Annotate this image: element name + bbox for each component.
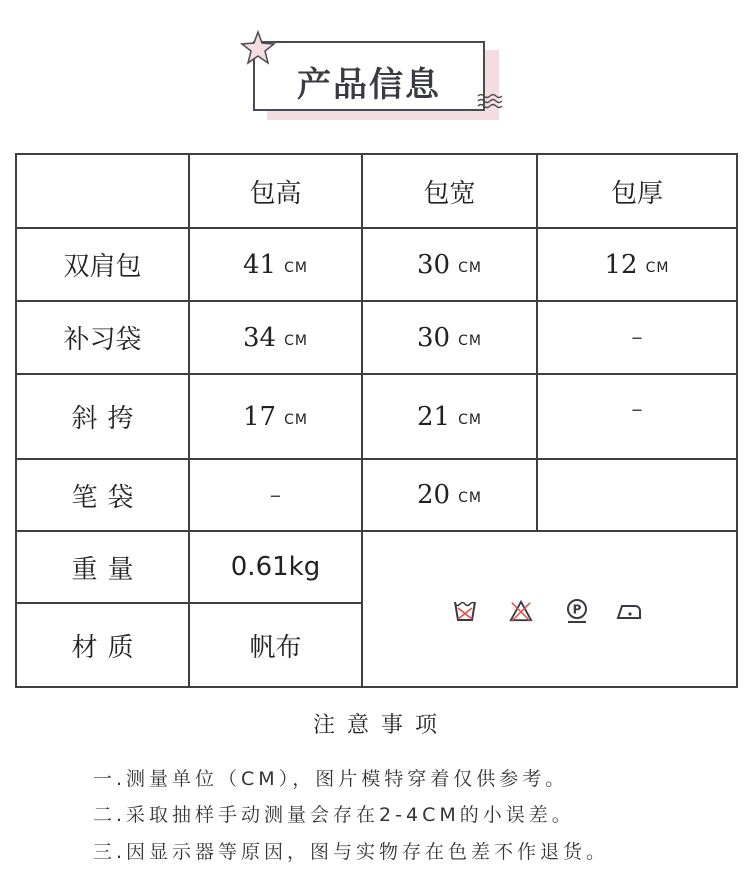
cell-empty-dash: – <box>631 397 643 422</box>
row-label-backpack: 双肩包 <box>63 252 142 282</box>
row-label-text: 材质 <box>71 632 144 663</box>
table-cell <box>363 229 536 300</box>
hand-wash-icon <box>453 598 477 624</box>
material-value: 帆布 <box>249 632 302 663</box>
cell-unit: CM <box>284 332 308 349</box>
svg-text:P: P <box>572 602 582 617</box>
cell-value: 30 <box>417 249 451 280</box>
title-badge <box>240 30 510 130</box>
row-label-text: 笔袋 <box>71 482 144 513</box>
cell-value: 34 <box>243 322 277 353</box>
wave-lines-icon <box>476 90 506 110</box>
row-label-crossbody <box>17 375 188 458</box>
cell-empty-dash: – <box>631 325 643 350</box>
table-cell <box>363 460 536 530</box>
star-icon <box>240 30 276 66</box>
page-title: 产品信息 <box>297 65 441 105</box>
column-header-thickness: 包厚 <box>610 178 663 209</box>
table-cell <box>190 375 361 458</box>
table-cell <box>538 375 736 458</box>
column-header-width: 包宽 <box>423 178 476 209</box>
cell-unit: CM <box>284 259 308 276</box>
cell-unit: CM <box>645 259 670 276</box>
row-label-text: 重量 <box>71 554 144 585</box>
cell-value: 12 <box>604 249 638 280</box>
row-label-tutoring-bag: 补习袋 <box>63 325 142 355</box>
cell-unit: CM <box>458 259 482 276</box>
table-cell <box>538 302 736 373</box>
cell-value: 30 <box>417 322 451 353</box>
table-cell <box>363 375 536 458</box>
table-cell <box>190 229 361 300</box>
table-cell <box>190 302 361 373</box>
weight-value: 0.61kg <box>230 552 321 582</box>
dry-clean-p-icon <box>565 598 589 624</box>
column-header-height: 包高 <box>249 178 302 209</box>
cell-unit: CM <box>458 332 482 349</box>
badge-frame <box>253 41 485 111</box>
row-label-text: 斜挎 <box>71 404 144 434</box>
cell-unit: CM <box>284 411 308 428</box>
cell-value: 21 <box>417 401 451 432</box>
cell-unit: CM <box>458 411 482 428</box>
row-label-material <box>17 604 188 686</box>
table-cell <box>363 302 536 373</box>
cell-value: 41 <box>243 249 277 280</box>
cell-unit: CM <box>458 490 482 506</box>
cell-value: 17 <box>243 401 277 432</box>
no-bleach-icon <box>509 598 533 624</box>
cell-empty-dash: – <box>270 482 281 508</box>
note-item-3: 三.因显示器等原因，图与实物存在色差不作退货。 <box>93 841 610 863</box>
low-iron-icon <box>615 598 643 624</box>
table-cell-empty <box>538 460 736 530</box>
table-cell <box>190 460 361 530</box>
note-item-1: 一.测量单位（CM），图片模特穿着仅供参考。 <box>93 768 569 790</box>
note-item-2: 二.采取抽样手动测量会存在2-4CM的小误差。 <box>93 804 575 826</box>
table-cell <box>538 229 736 300</box>
row-label-pencil-case <box>17 460 188 530</box>
row-label-weight <box>17 532 188 602</box>
notes-title: 注意事项 <box>312 713 449 738</box>
cell-value: 20 <box>417 480 451 510</box>
